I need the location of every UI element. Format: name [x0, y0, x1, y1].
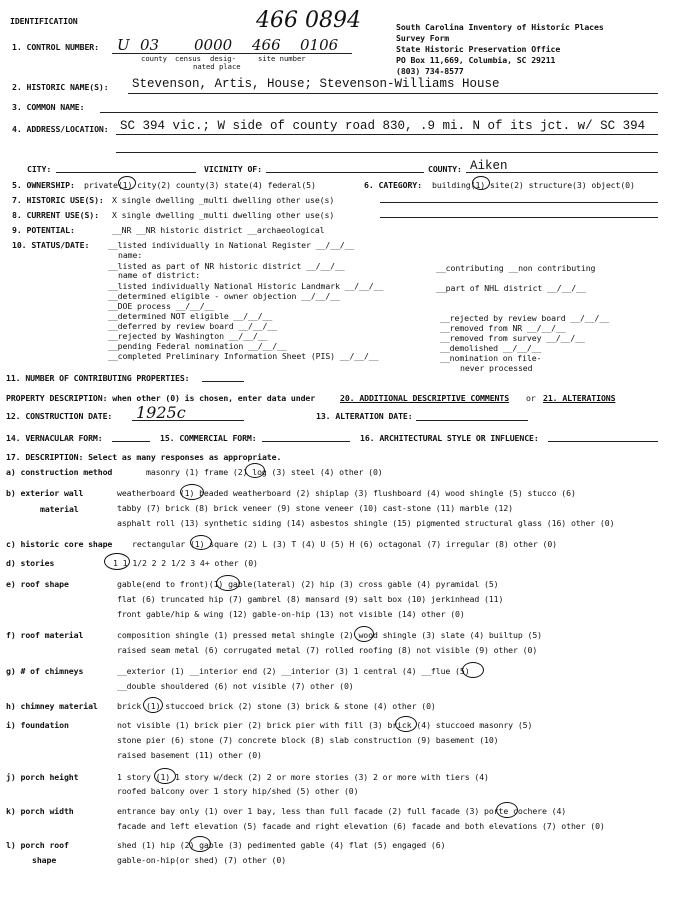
vernacular-line [112, 441, 150, 442]
row-k-label: k) porch width [6, 806, 74, 816]
address-line [116, 134, 658, 135]
office-line-2: Survey Form [396, 33, 450, 43]
row-a-label: a) construction method [6, 467, 113, 477]
control-census: 03 [140, 36, 160, 54]
row-i-line-1: stone pier (6) stone (7) concrete block (8) slab construction (9) basement (10) [117, 735, 499, 745]
address-label: 4. ADDRESS/LOCATION: [12, 124, 109, 134]
sub-county: county [141, 54, 167, 63]
row-a-circle [245, 463, 265, 478]
status-left-5: __determined eligible - owner objection __/__/__ [108, 291, 340, 301]
contributing-line [202, 381, 244, 382]
status-left-9: __rejected by Washington __/__/__ [108, 331, 268, 341]
city-label: CITY: [27, 164, 52, 174]
construction-date-label: 12. CONSTRUCTION DATE: [6, 411, 113, 421]
row-h-circle [143, 697, 163, 713]
status-left-7: __determined NOT eligible __/__/__ [108, 311, 273, 321]
county-label: COUNTY: [428, 164, 462, 174]
office-line-5: (803) 734-8577 [396, 66, 464, 76]
row-b-label2: material [40, 504, 79, 514]
row-c-line-0: rectangular (1) square (2) L (3) T (4) U (5) H (6) octagonal (7) irregular (8) other (0) [132, 539, 557, 549]
potential-options: __NR __NR historic district __archaeological [112, 225, 325, 235]
commercial-label: 15. COMMERCIAL FORM: [160, 433, 257, 443]
row-i-label: i) foundation [6, 720, 69, 730]
row-l-line-0: shed (1) hip (2) gable (3) pedimented gable (4) flat (5) engaged (6) [117, 840, 446, 850]
vicinity-label: VICINITY OF: [204, 164, 262, 174]
control-site2: 0106 [300, 36, 339, 54]
row-k-line-0: entrance bay only (1) over 1 bay, less than full facade (2) full facade (3) porte cochere (4) [117, 806, 567, 816]
style-label: 16. ARCHITECTURAL STYLE OR INFLUENCE: [360, 433, 539, 443]
row-e-label: e) roof shape [6, 579, 69, 589]
historic-name-value: Stevenson, Artis, House; Stevenson-Williams House [132, 77, 500, 91]
status-right-4: __removed from survey __/__/__ [440, 333, 585, 343]
address-value: SC 394 vic.; W side of county road 830, .9 mi. N of its jct. w/ SC 394 [120, 119, 646, 133]
ownership-label: 5. OWNERSHIP: [12, 180, 75, 190]
row-e-circle [216, 575, 240, 591]
row-j-circle [154, 768, 176, 784]
status-left-1: name: [118, 250, 143, 260]
status-right-3: __removed from NR __/__/__ [440, 323, 566, 333]
row-d-circle [104, 553, 130, 570]
status-right-5: __demolished __/__/__ [440, 343, 542, 353]
office-line-1: South Carolina Inventory of Historic Places [396, 22, 604, 32]
status-left-8: __deferred by review board __/__/__ [108, 321, 278, 331]
row-d-line-0: 1 1 1/2 2 2 1/2 3 4+ other (0) [113, 558, 258, 568]
row-i-line-2: raised basement (11) other (0) [117, 750, 262, 760]
status-right-2: __rejected by review board __/__/__ [440, 313, 610, 323]
propdesc-or: or [526, 393, 536, 403]
status-left-10: __pending Federal nomination __/__/__ [108, 341, 287, 351]
status-left-2: __listed as part of NR historic district __/__/__ [108, 261, 345, 271]
common-name-label: 3. COMMON NAME: [12, 102, 85, 112]
propdesc-item21: 21. ALTERATIONS [543, 393, 616, 403]
current-use-label: 8. CURRENT USE(S): [12, 210, 99, 220]
row-e-line-2: front gable/hip & wing (12) gable-on-hip (13) not visible (14) other (0) [117, 609, 465, 619]
row-g-line-0: __exterior (1) __interior end (2) __interior (3) 1 central (4) __flue (5) [117, 666, 470, 676]
row-c-circle [190, 535, 212, 550]
category-circle [472, 176, 490, 190]
status-right-1: __part of NHL district __/__/__ [436, 283, 586, 293]
row-f-line-1: raised seam metal (6) corrugated metal (7) rolled roofing (8) not visible (9) other (0) [117, 645, 538, 655]
row-k-line-1: facade and left elevation (5) facade and right elevation (6) facade and both elevations (7) other (0) [117, 821, 605, 831]
row-k-circle [496, 802, 518, 818]
row-j-line-1: roofed balcony over 1 story hip/shed (5) other (0) [117, 786, 359, 796]
historic-use-options: X single dwelling _multi dwelling other use(s) [112, 195, 335, 205]
common-name-line [100, 112, 658, 113]
status-right-6: __nomination on file- [440, 353, 542, 363]
description-label: 17. DESCRIPTION: Select as many responses as appropriate. [6, 452, 282, 462]
control-county: U [117, 36, 130, 54]
county-line [466, 172, 658, 173]
row-a-line-0: masonry (1) frame (2) log (3) steel (4) other (0) [146, 467, 383, 477]
status-right-7: never processed [460, 363, 533, 373]
sub-desig: desig- [210, 54, 236, 63]
row-g-line-1: __double shouldered (6) not visible (7) other (0) [117, 681, 354, 691]
address-line-2 [116, 152, 658, 153]
contributing-label: 11. NUMBER OF CONTRIBUTING PROPERTIES: [6, 373, 190, 383]
alteration-date-label: 13. ALTERATION DATE: [316, 411, 413, 421]
office-line-3: State Historic Preservation Office [396, 44, 561, 54]
control-designated: 0000 [194, 36, 233, 54]
historic-use-line [380, 202, 658, 203]
row-j-label: j) porch height [6, 772, 79, 782]
control-number-label: 1. CONTROL NUMBER: [12, 42, 99, 52]
row-g-label: g) # of chimneys [6, 666, 84, 676]
status-left-0: __listed individually in National Register __/__/__ [108, 240, 355, 250]
status-left-3: name of district: [118, 270, 201, 280]
status-label: 10. STATUS/DATE: [12, 240, 90, 250]
propdesc-text: PROPERTY DESCRIPTION: when other (0) is chosen, enter data under [6, 393, 316, 403]
current-use-line [380, 217, 658, 218]
vicinity-line [266, 172, 424, 173]
identification-heading: IDENTIFICATION [10, 16, 78, 26]
control-site: 466 [252, 36, 281, 54]
potential-label: 9. POTENTIAL: [12, 225, 75, 235]
row-b-line-2: asphalt roll (13) synthetic siding (14) asbestos shingle (15) pigmented structural glass (16) other (0) [117, 518, 615, 528]
status-left-11: __completed Preliminary Information Sheet (PIS) __/__/__ [108, 351, 379, 361]
city-line [56, 172, 196, 173]
vernacular-label: 14. VERNACULAR FORM: [6, 433, 103, 443]
historic-name-line [128, 93, 658, 94]
alteration-date-line [416, 420, 528, 421]
propdesc-item20: 20. ADDITIONAL DESCRIPTIVE COMMENTS [340, 393, 510, 403]
row-d-label: d) stories [6, 558, 55, 568]
row-l-line-1: gable-on-hip(or shed) (7) other (0) [117, 855, 287, 865]
row-j-line-0: 1 story (1) 1 story w/deck (2) 2 or more stories (3) 2 or more with tiers (4) [117, 772, 489, 782]
ownership-options: private(1) city(2) county(3) state(4) federal(5) [84, 180, 316, 190]
handwritten-number: 466 0894 [256, 8, 361, 33]
row-l-label: l) porch roof [6, 840, 69, 850]
commercial-line [262, 441, 350, 442]
category-options: building(1) site(2) structure(3) object(0) [432, 180, 635, 190]
row-f-line-0: composition shingle (1) pressed metal shingle (2) wood shingle (3) slate (4) builtup (5) [117, 630, 542, 640]
sub-census: census [175, 54, 201, 63]
construction-date-value: 1925c [136, 403, 186, 422]
historic-name-label: 2. HISTORIC NAME(S): [12, 82, 109, 92]
row-b-line-0: weatherboard (1) beaded weatherboard (2) shiplap (3) flushboard (4) wood shingle (5) stucco (6) [117, 488, 576, 498]
row-g-circle [462, 662, 484, 678]
ownership-circle [118, 176, 136, 190]
category-label: 6. CATEGORY: [364, 180, 422, 190]
sub-nated: nated place [193, 62, 241, 71]
row-b-circle [180, 484, 204, 500]
row-c-label: c) historic core shape [6, 539, 113, 549]
row-i-line-0: not visible (1) brick pier (2) brick pier with fill (3) brick (4) stuccoed masonry (5) [117, 720, 533, 730]
county-value: Aiken [470, 159, 508, 173]
row-f-circle [354, 626, 374, 642]
status-left-6: __DOE process __/__/__ [108, 301, 215, 311]
row-b-label: b) exterior wall [6, 488, 84, 498]
status-right-0: __contributing __non contributing [436, 263, 596, 273]
style-line [548, 441, 658, 442]
row-l-label2: shape [32, 855, 57, 865]
construction-date-line [132, 420, 244, 421]
row-h-line-0: brick (1) stuccoed brick (2) stone (3) brick & stone (4) other (0) [117, 701, 436, 711]
office-line-4: PO Box 11,669, Columbia, SC 29211 [396, 55, 556, 65]
row-f-label: f) roof material [6, 630, 84, 640]
row-e-line-0: gable(end to front)(1) gable(lateral) (2) hip (3) cross gable (4) pyramidal (5) [117, 579, 499, 589]
historic-use-label: 7. HISTORIC USE(S): [12, 195, 104, 205]
row-e-line-1: flat (6) truncated hip (7) gambrel (8) mansard (9) salt box (10) jerkinhead (11) [117, 594, 504, 604]
row-b-line-1: tabby (7) brick (8) brick veneer (9) stone veneer (10) cast-stone (11) marble (12) [117, 503, 514, 513]
row-h-label: h) chimney material [6, 701, 98, 711]
row-l-circle [189, 836, 211, 852]
row-i-circle [395, 716, 417, 732]
sub-site: site number [258, 54, 306, 63]
current-use-options: X single dwelling _multi dwelling other use(s) [112, 210, 335, 220]
status-left-4: __listed individually National Historic Landmark __/__/__ [108, 281, 384, 291]
